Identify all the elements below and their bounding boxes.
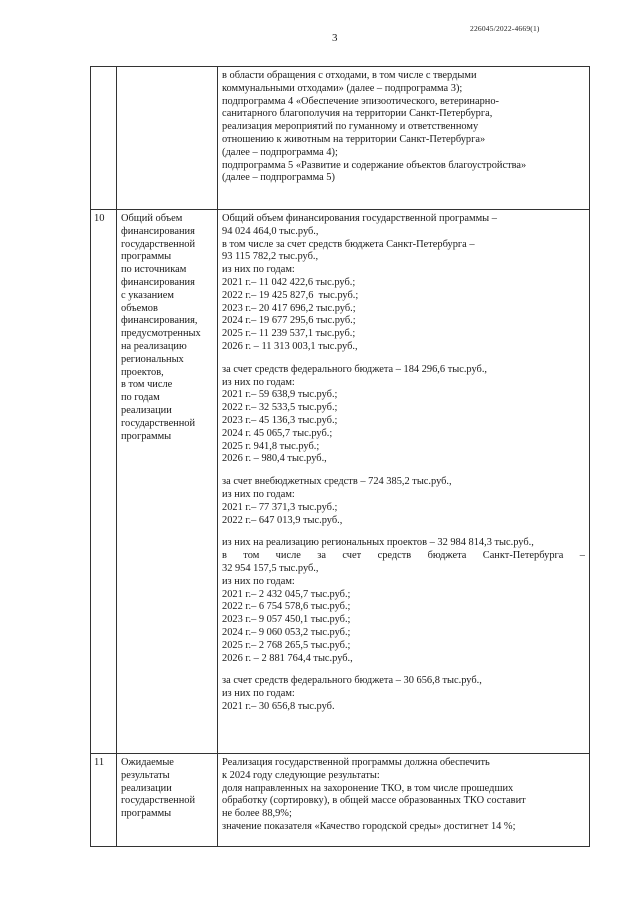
label-line: реализации <box>121 404 172 416</box>
label-line: предусмотренных <box>121 328 201 340</box>
text-line: 2024 г. 45 065,7 тыс.руб.; <box>222 427 333 439</box>
label-line: на реализацию <box>121 340 187 352</box>
text-line: 32 954 157,5 тыс.руб., <box>222 562 319 574</box>
label-line: государственной <box>121 417 196 429</box>
text-line: 2025 г.– 2 768 265,5 тыс.руб.; <box>222 639 351 651</box>
text-line: 94 024 464,0 тыс.руб., <box>222 225 319 237</box>
text-line: за счет внебюджетных средств – 724 385,2 тыс.руб., <box>222 476 452 488</box>
text-line: 2026 г. – 980,4 тыс.руб., <box>222 453 327 465</box>
text-line: санитарного благополучия на территории Санкт-Петербурга, <box>222 108 493 120</box>
label-line: региональных <box>121 353 184 365</box>
text-line: подпрограмма 4 «Обеспечение эпизоотического, ветеринарно- <box>222 95 500 107</box>
row-number-cell <box>91 67 117 210</box>
text-line: 2026 г. – 2 881 764,4 тыс.руб., <box>222 652 353 664</box>
label-line: государственной <box>121 238 196 250</box>
text-line: 2021 г.– 2 432 045,7 тыс.руб.; <box>222 588 351 600</box>
text-line: в том числе за счет средств бюджета Санкт-Петербурга – <box>222 238 475 250</box>
label-line: по годам <box>121 392 160 404</box>
paragraph-gap <box>222 527 585 537</box>
label-line: по источникам <box>121 264 187 276</box>
label-line: с указанием <box>121 289 174 301</box>
text-line: значение показателя «Качество городской среды» достигнет 14 %; <box>222 820 516 832</box>
label-line: реализации <box>121 782 172 794</box>
text-line: 2022 г.– 32 533,5 тыс.руб.; <box>222 402 338 414</box>
label-line: объемов <box>121 302 158 314</box>
paragraph-gap <box>222 354 585 364</box>
program-passport-table <box>90 66 590 847</box>
label-line: государственной <box>121 795 196 807</box>
row-label-cell <box>117 210 218 754</box>
text-line: 2022 г.– 6 754 578,6 тыс.руб.; <box>222 601 351 613</box>
label-line: программы <box>121 251 172 263</box>
text-line: в области обращения с отходами, в том числе с твердыми <box>222 70 477 81</box>
paragraph-gap <box>222 466 585 476</box>
document-id: 226045/2022-4669(1) <box>470 24 540 33</box>
text-line: обработку (сортировку), в общей массе образованных ТКО составит <box>222 795 526 807</box>
text-line: 2023 г.– 20 417 696,2 тыс.руб.; <box>222 302 356 314</box>
text-line: 2023 г.– 45 136,3 тыс.руб.; <box>222 414 338 426</box>
row-content-cell <box>218 754 590 847</box>
label-line: проектов, <box>121 366 164 378</box>
text-line: 2021 г.– 59 638,9 тыс.руб.; <box>222 389 338 401</box>
page-number: 3 <box>332 32 338 44</box>
text-line: 2022 г.– 647 013,9 тыс.руб., <box>222 514 343 526</box>
text-line: из них по годам: <box>222 688 295 700</box>
paragraph-gap <box>222 665 585 675</box>
text-line: 2023 г.– 9 057 450,1 тыс.руб.; <box>222 614 351 626</box>
row-content-cell <box>218 67 590 210</box>
row-label-cell <box>117 754 218 847</box>
label-line: в том числе <box>121 379 173 391</box>
text-line: подпрограмма 5 «Развитие и содержание объектов благоустройства» <box>222 159 527 171</box>
text-line: 2025 г.– 11 239 537,1 тыс.руб.; <box>222 328 356 340</box>
text-line: 2024 г.– 9 060 053,2 тыс.руб.; <box>222 626 351 638</box>
text-line: 2022 г.– 19 425 827,6 тыс.руб.; <box>222 289 359 301</box>
label-line: Ожидаемые <box>121 757 174 768</box>
label-line: программы <box>121 808 172 820</box>
text-line: за счет средств федерального бюджета – 184 296,6 тыс.руб., <box>222 363 488 375</box>
text-line: 2026 г. – 11 313 003,1 тыс.руб., <box>222 340 358 352</box>
text-line: доля направленных на захоронение ТКО, в том числе прошедших <box>222 782 514 794</box>
text-line: 2021 г.– 77 371,3 тыс.руб.; <box>222 501 338 513</box>
text-line: Реализация государственной программы должна обеспечить <box>222 757 490 768</box>
text-line: 2024 г.– 19 677 295,6 тыс.руб.; <box>222 315 356 327</box>
text-line: из них по годам: <box>222 264 295 276</box>
text-line: (далее – подпрограмма 4); <box>222 146 338 158</box>
label-line: результаты <box>121 769 170 781</box>
label-line: программы <box>121 430 172 442</box>
label-line: финансирования, <box>121 315 198 327</box>
text-line: 2021 г.– 11 042 422,6 тыс.руб.; <box>222 276 356 288</box>
text-line: не более 88,9%; <box>222 808 292 820</box>
label-line: финансирования <box>121 276 195 288</box>
text-line: коммунальными отходами» (далее – подпрограмма 3); <box>222 82 463 94</box>
text-line: к 2024 году следующие результаты: <box>222 769 380 781</box>
text-line: (далее – подпрограмма 5) <box>222 172 335 184</box>
text-line: 2021 г.– 30 656,8 тыс.руб. <box>222 700 335 712</box>
text-line: реализация мероприятий по гуманному и ответственному <box>222 121 479 133</box>
row-label-cell <box>117 67 218 210</box>
row-number-cell: 11 <box>91 754 117 847</box>
row-content-cell <box>218 210 590 754</box>
text-line: 93 115 782,2 тыс.руб., <box>222 251 319 263</box>
text-line: отношению к животным на территории Санкт-Петербурга» <box>222 133 486 145</box>
text-line: из них по годам: <box>222 575 295 587</box>
table-row <box>91 754 590 847</box>
text-line: из них по годам: <box>222 376 295 388</box>
text-line: 2025 г. 941,8 тыс.руб.; <box>222 440 320 452</box>
text-line: за счет средств федерального бюджета – 30 656,8 тыс.руб., <box>222 675 482 687</box>
text-line: в том числе за счет средств бюджета Санкт-Петербурга – <box>222 550 585 562</box>
row-number-cell: 10 <box>91 210 117 754</box>
label-line: Общий объем <box>121 213 183 224</box>
text-line: из них на реализацию региональных проектов – 32 984 814,3 тыс.руб., <box>222 537 534 549</box>
label-line: финансирования <box>121 225 195 237</box>
text-line: из них по годам: <box>222 488 295 500</box>
text-line: Общий объем финансирования государственной программы – <box>222 213 497 224</box>
table-row <box>91 210 590 754</box>
table-row <box>91 67 590 210</box>
